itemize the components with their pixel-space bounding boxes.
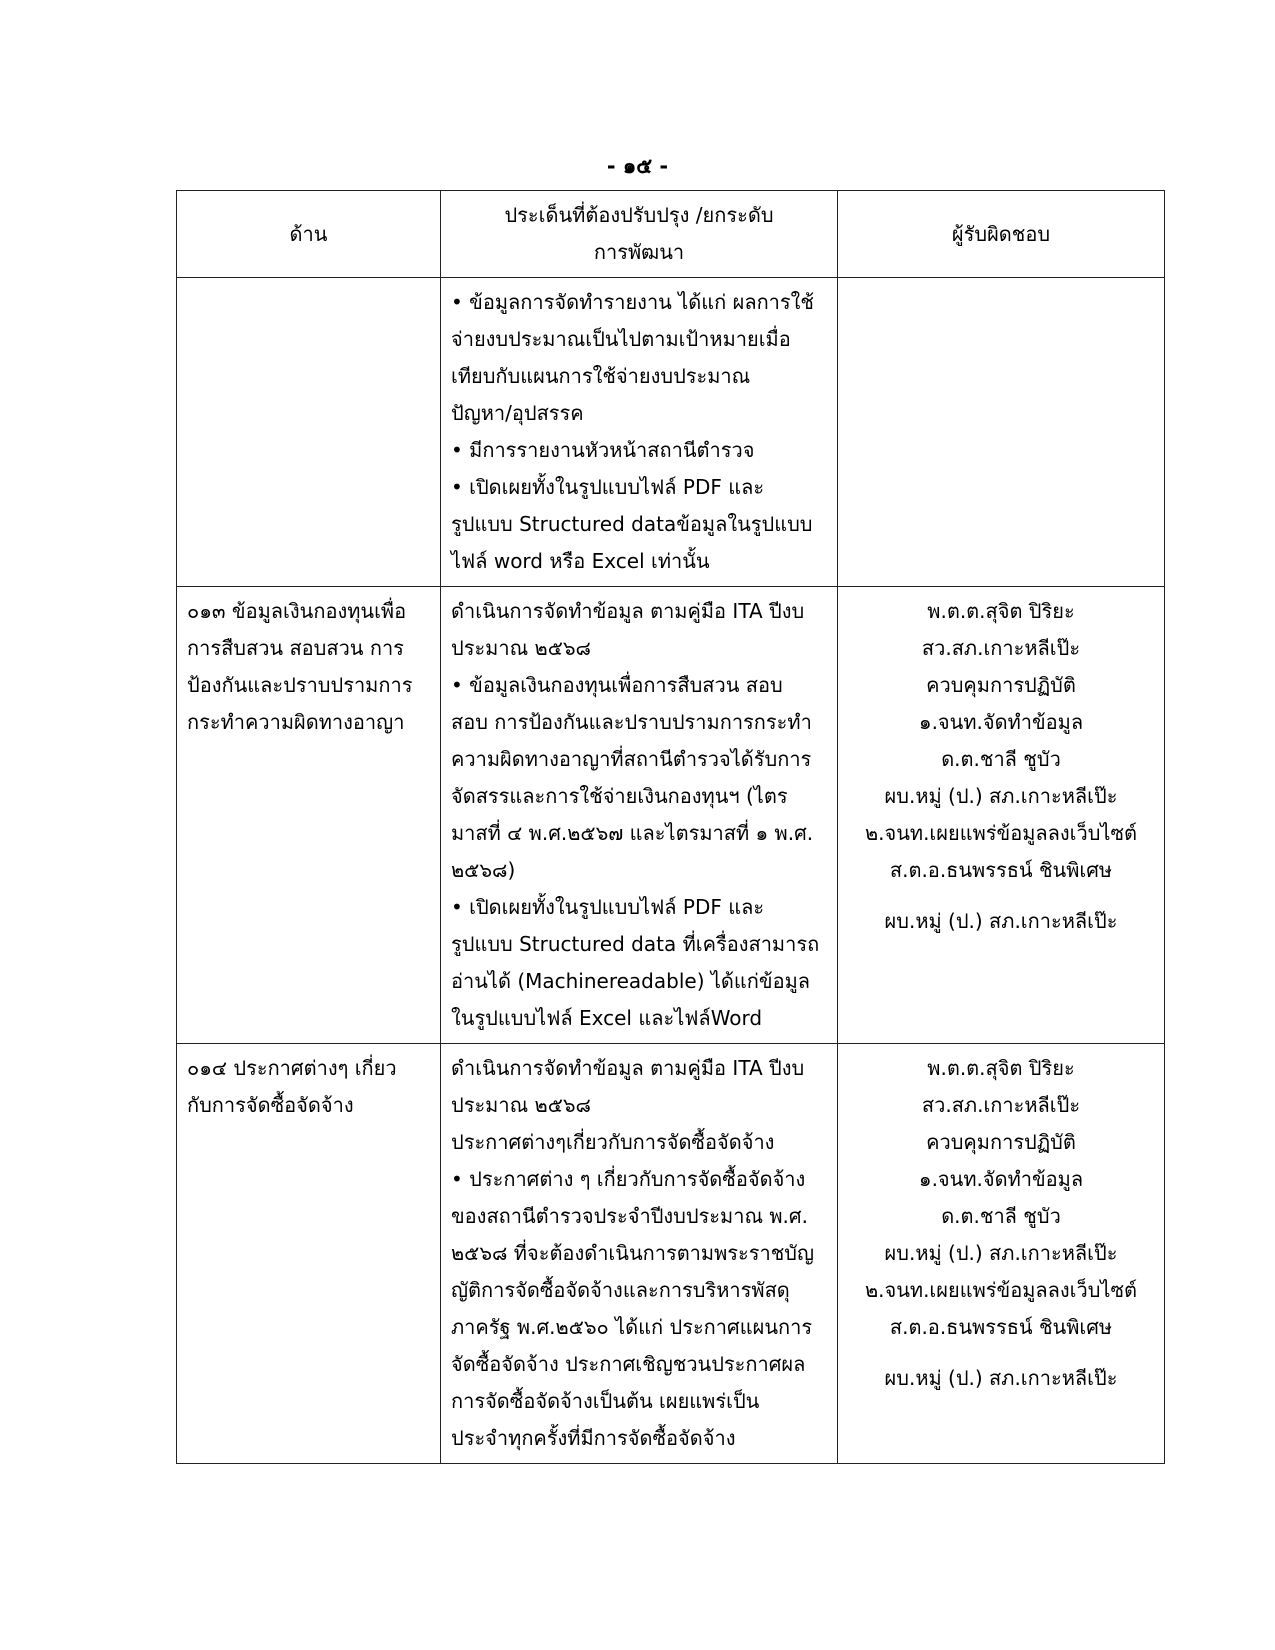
cell-issues-line: ประจำทุกครั้งที่มีการจัดซื้อจัดจ้าง [451,1426,736,1450]
cell-issues-line: จัดซื้อจัดจ้าง ประกาศเชิญชวนประกาศผล [451,1352,806,1376]
cell-issues-line: ประมาณ ๒๕๖๘ [451,1093,591,1117]
cell-responsible-line: ผบ.หมู่ (ป.) สภ.เกาะหลีเป๊ะ [884,784,1118,808]
header-aspect: ด้าน [177,191,441,278]
cell-issues-line: ๒๕๖๘ ที่จะต้องดำเนินการตามพระราชบัญ [451,1241,815,1265]
cell-issues-line: จ่ายงบประมาณเป็นไปตามเป้าหมายเมื่อ [451,327,791,351]
cell-responsible [838,587,1165,1044]
cell-aspect [177,278,441,587]
page-number: - ๑๕ - [606,154,669,178]
cell-issues-line: รูปแบบ Structured dataข้อมูลในรูปแบบ [451,512,813,536]
cell-issues-line: • เปิดเผยทั้งในรูปแบบไฟล์ PDF และ [451,475,765,499]
cell-issues-line: • ประกาศต่าง ๆ เกี่ยวกับการจัดซื้อจัดจ้าง [451,1167,806,1191]
cell-issues [441,587,838,1044]
cell-issues-line: รูปแบบ Structured data ที่เครื่องสามารถ [451,932,820,956]
cell-issues-line: • ข้อมูลการจัดทำรายงาน ได้แก่ ผลการใช้ [451,290,814,314]
cell-issues-line: ประมาณ ๒๕๖๘ [451,636,591,660]
cell-responsible [838,1044,1165,1464]
cell-aspect [177,587,441,1044]
cell-issues-line: • เปิดเผยทั้งในรูปแบบไฟล์ PDF และ [451,895,765,919]
cell-issues [441,1044,838,1464]
cell-issues-line: ๒๕๖๘) [451,858,516,882]
table-body [177,278,1165,1464]
cell-responsible-line: ผบ.หมู่ (ป.) สภ.เกาะหลีเป๊ะ [884,1241,1118,1265]
cell-issues [441,278,838,587]
cell-issues-line: ภาครัฐ พ.ศ.๒๕๖๐ ได้แก่ ประกาศแผนการ [451,1315,813,1339]
cell-responsible-line: ด.ต.ชาลี ชูบัว [941,1204,1061,1228]
cell-responsible-line: ๑.จนท.จัดทำข้อมูล [918,710,1084,734]
cell-issues-line: ดำเนินการจัดทำข้อมูล ตามคู่มือ ITA ปีงบ [451,1056,805,1080]
cell-responsible-line: ส.ต.อ.ธนพรรธน์ ชินพิเศษ [889,858,1113,882]
cell-issues-line: ของสถานีตำรวจประจำปีงบประมาณ พ.ศ. [451,1204,808,1228]
cell-issues-line: • มีการรายงานหัวหน้าสถานีตำรวจ [451,438,755,462]
cell-responsible [838,278,1165,587]
cell-issues-line: สอบ การป้องกันและปราบปรามการกระทำ [451,710,812,734]
table-row [177,278,1165,587]
cell-issues-line: อ่านได้ (Machinereadable) ได้แก่ข้อมูล [451,969,811,993]
cell-issues-line: จัดสรรและการใช้จ่ายเงินกองทุนฯ (ไตร [451,784,788,808]
cell-responsible-line: สว.สภ.เกาะหลีเป๊ะ [921,1093,1081,1117]
cell-aspect [177,1044,441,1464]
cell-responsible-line: ผบ.หมู่ (ป.) สภ.เกาะหลีเป๊ะ [884,1366,1118,1390]
cell-responsible-line: พ.ต.ต.สุจิต ปิริยะ [927,599,1075,623]
cell-responsible-line: ส.ต.อ.ธนพรรธน์ ชินพิเศษ [889,1315,1113,1339]
cell-aspect-line: กับการจัดซื้อจัดจ้าง [187,1093,354,1117]
cell-responsible-line: ๑.จนท.จัดทำข้อมูล [918,1167,1084,1191]
improvement-table [176,190,1165,1464]
cell-issues-line: การจัดซื้อจัดจ้างเป็นต้น เผยแพร่เป็น [451,1389,760,1413]
cell-issues-line: มาสที่ ๔ พ.ศ.๒๕๖๗ และไตรมาสที่ ๑ พ.ศ. [451,821,814,845]
cell-responsible-line: ๒.จนท.เผยแพร่ข้อมูลลงเว็บไซต์ [864,821,1138,845]
cell-issues-line: เทียบกับแผนการใช้จ่ายงบประมาณ [451,364,751,388]
cell-responsible-line: สว.สภ.เกาะหลีเป๊ะ [921,636,1081,660]
cell-responsible-line: ๒.จนท.เผยแพร่ข้อมูลลงเว็บไซต์ [864,1278,1138,1302]
cell-issues-line: ดำเนินการจัดทำข้อมูล ตามคู่มือ ITA ปีงบ [451,599,805,623]
cell-responsible-line: ควบคุมการปฏิบัติ [926,673,1076,697]
cell-issues-line: ประกาศต่างๆเกี่ยวกับการจัดซื้อจัดจ้าง [451,1130,775,1154]
cell-issues-line: ปัญหา/อุปสรรค [451,401,584,425]
header-issues-line: ประเด็นที่ต้องปรับปรุง /ยกระดับ [504,203,774,227]
header-issues-line: การพัฒนา [593,240,685,264]
cell-issues-line: ไฟล์ word หรือ Excel เท่านั้น [451,549,710,573]
header-responsible: ผู้รับผิดชอบ [838,191,1165,278]
cell-aspect-line: ๐๑๔ ประกาศต่างๆ เกี่ยว [187,1056,397,1080]
cell-aspect-line: การสืบสวน สอบสวน การ [187,636,404,660]
cell-responsible-line: ผบ.หมู่ (ป.) สภ.เกาะหลีเป๊ะ [884,909,1118,933]
cell-aspect-line: ป้องกันและปราบปรามการ [187,673,413,697]
cell-issues-line: • ข้อมูลเงินกองทุนเพื่อการสืบสวน สอบ [451,673,783,697]
header-issues [441,191,838,278]
cell-aspect-line: กระทำความผิดทางอาญา [187,710,405,734]
table-header-row [177,191,1165,278]
cell-aspect-line: ๐๑๓ ข้อมูลเงินกองทุนเพื่อ [187,599,407,623]
table-row [177,1044,1165,1464]
cell-responsible-line: ควบคุมการปฏิบัติ [926,1130,1076,1154]
cell-responsible-line: พ.ต.ต.สุจิต ปิริยะ [927,1056,1075,1080]
cell-issues-line: ในรูปแบบไฟล์ Excel และไฟล์Word [451,1006,763,1030]
cell-responsible-line: ด.ต.ชาลี ชูบัว [941,747,1061,771]
cell-issues-line: ญัติการจัดซื้อจัดจ้างและการบริหารพัสดุ [451,1278,790,1302]
cell-issues-line: ความผิดทางอาญาที่สถานีตำรวจได้รับการ [451,747,812,771]
table-row [177,587,1165,1044]
